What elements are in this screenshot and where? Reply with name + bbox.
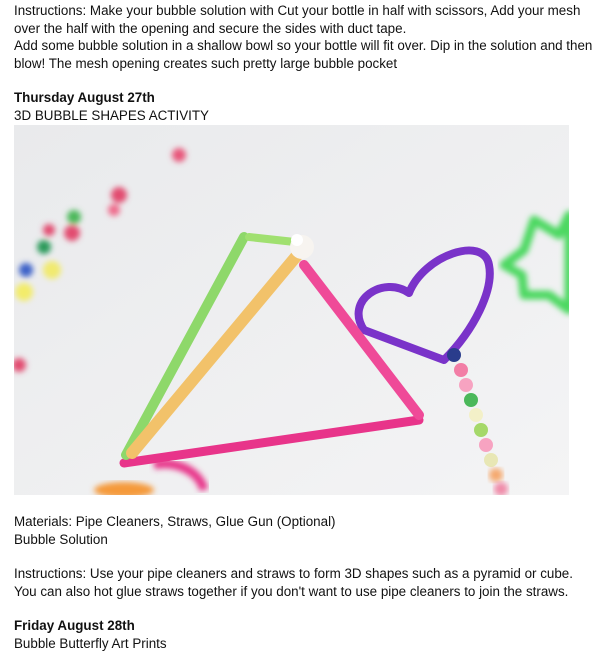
- day1-instructions: Instructions: Use your pipe cleaners and straws to form 3D shapes such as a pyramid or cube. You can also hot glue straws together if you don't want to use pipe cleaners to join the straws.: [14, 566, 573, 599]
- day2-activity-title: Bubble Butterfly Art Prints: [14, 635, 167, 651]
- day1-date: Thursday August 27th: [14, 90, 155, 105]
- photo-illustration: [14, 125, 569, 495]
- day1-details: [14, 513, 594, 652]
- intro-instructions-2: Add some bubble solution in a shallow bowl so your bottle will fit over. Dip in the solution and then blow! The mesh opening creates such pretty large bubble pocket: [14, 38, 593, 71]
- intro-instructions: Instructions: Make your bubble solution with Cut your bottle in half with scissors, Add your mesh over the half with the opening and secure the sides with duct tape.: [14, 3, 581, 36]
- day1-activity-title: 3D BUBBLE SHAPES ACTIVITY: [14, 107, 209, 123]
- bubble-shapes-photo: [14, 125, 569, 495]
- intro-section: [14, 0, 594, 124]
- day2-date: Friday August 28th: [14, 618, 135, 633]
- day1-materials: Materials: Pipe Cleaners, Straws, Glue Gun (Optional): [14, 514, 336, 529]
- day1-materials-2: Bubble Solution: [14, 531, 108, 547]
